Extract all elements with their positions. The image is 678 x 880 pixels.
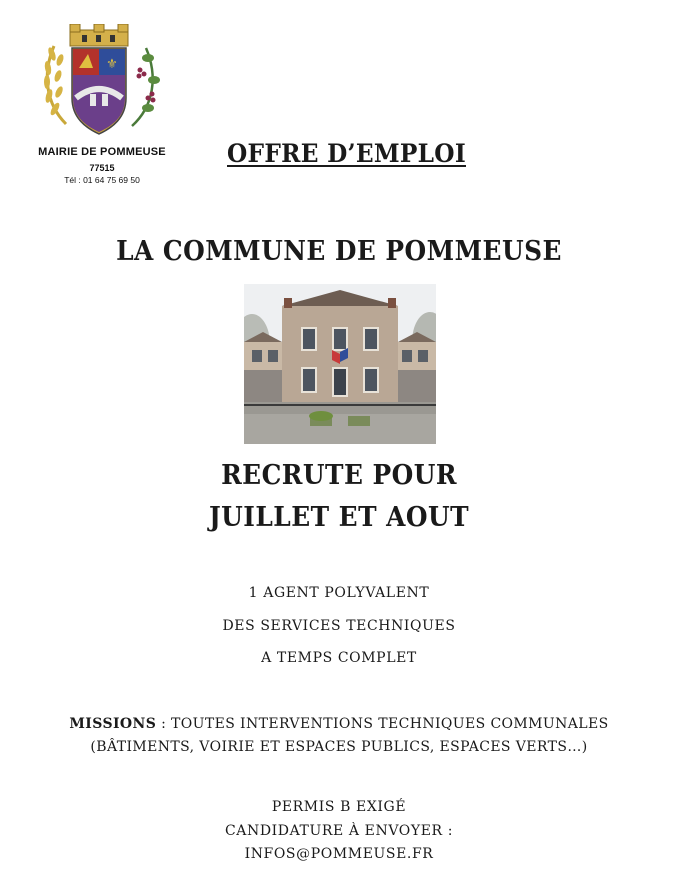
permis-requirement: PERMIS B EXIGÉ xyxy=(271,799,407,815)
mairie-name: MAIRIE DE POMMEUSE xyxy=(38,146,166,158)
poste-line-2: DES SERVICES TECHNIQUES xyxy=(222,618,456,634)
missions-block xyxy=(0,713,678,759)
commune-heading: LA COMMUNE DE POMMEUSE xyxy=(116,236,562,267)
town-hall-photo xyxy=(244,284,436,444)
missions-text: : TOUTES INTERVENTIONS TECHNIQUES COMMUNALES xyxy=(156,716,609,732)
svg-text:⚜: ⚜ xyxy=(106,56,118,71)
contact-email[interactable]: INFOS@POMMEUSE.FR xyxy=(244,846,434,862)
poste-line-1: 1 AGENT POLYVALENT xyxy=(248,585,430,601)
missions-details: (BÂTIMENTS, VOIRIE ET ESPACES PUBLICS, ESPACES VERTS…) xyxy=(90,739,588,755)
missions-label: MISSIONS xyxy=(69,716,157,732)
postal-code: 77515 xyxy=(89,163,115,173)
poste-line-3: A TEMPS COMPLET xyxy=(261,650,417,666)
candidature-label: CANDIDATURE À ENVOYER : xyxy=(224,823,454,839)
recrute-line-1: RECRUTE POUR xyxy=(221,460,457,491)
recrute-line-2: JUILLET ET AOUT xyxy=(208,502,470,533)
phone-number: Tél : 01 64 75 69 50 xyxy=(64,175,140,185)
coat-of-arms-icon xyxy=(36,24,162,142)
page-title: OFFRE D’EMPLOI xyxy=(227,139,466,168)
